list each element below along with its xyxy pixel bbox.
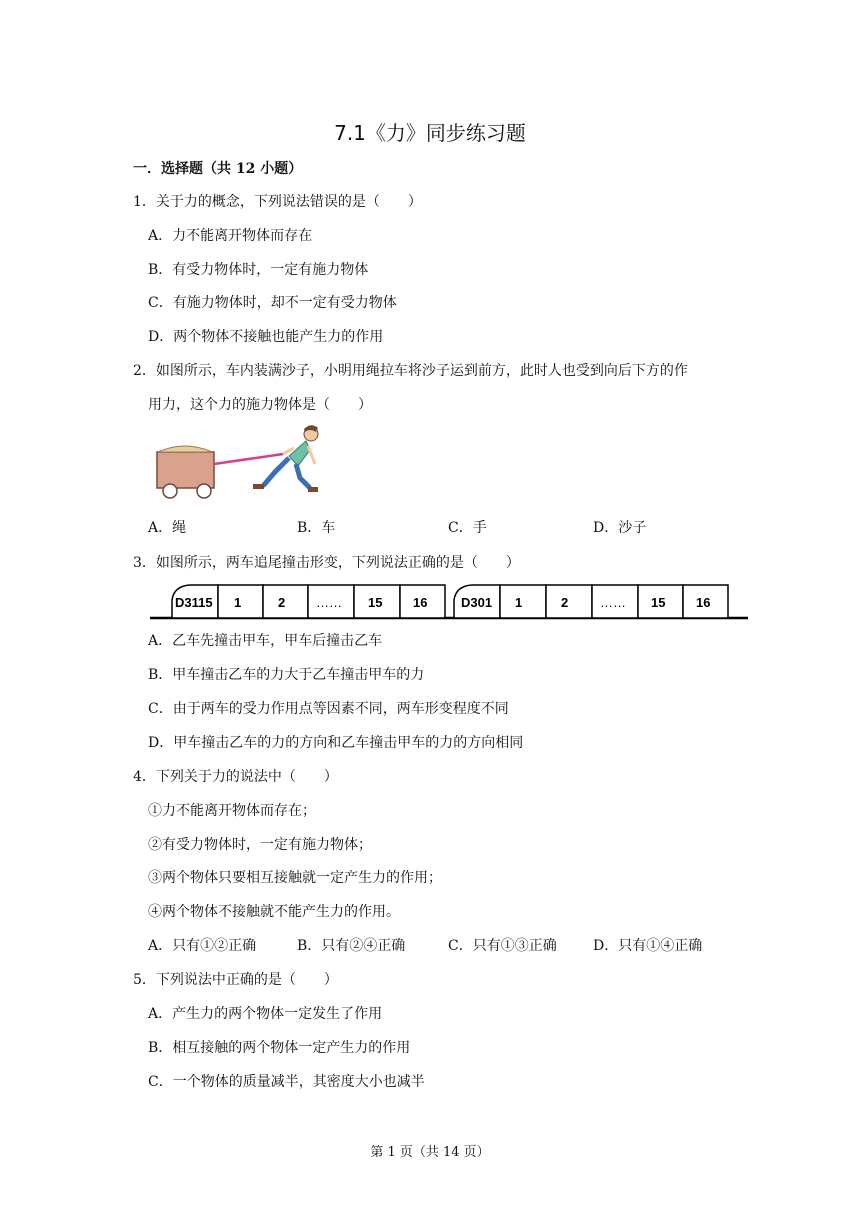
train1-car-ellipsis: …… <box>316 595 342 610</box>
train-collision-illustration <box>150 580 748 625</box>
q3-option-c: C．由于两车的受力作用点等因素不同，两车形变程度不同 <box>148 701 509 717</box>
q4-item-2: ②有受力物体时，一定有施力物体； <box>148 837 372 853</box>
q2-option-a: A．绳 <box>148 520 187 536</box>
question-3-stem: 3．如图所示，两车追尾撞击形变，下列说法正确的是（ ） <box>133 555 520 571</box>
q4-item-4: ④两个物体不接触就不能产生力的作用。 <box>148 904 400 920</box>
q1-option-d: D．两个物体不接触也能产生力的作用 <box>148 329 384 345</box>
q1-option-c: C．有施力物体时，却不一定有受力物体 <box>148 295 397 311</box>
q5-option-b: B．相互接触的两个物体一定产生力的作用 <box>148 1040 411 1056</box>
q4-option-b: B．只有②④正确 <box>297 938 406 954</box>
question-2-stem-line2: 用力，这个力的施力物体是（ ） <box>148 397 372 413</box>
section-heading: 一．选择题（共 12 小题） <box>133 161 303 177</box>
question-4-stem: 4．下列关于力的说法中（ ） <box>133 769 338 785</box>
q1-option-b: B．有受力物体时，一定有施力物体 <box>148 262 369 278</box>
q2-option-c: C．手 <box>448 520 487 536</box>
train2-car-1: 1 <box>515 595 523 610</box>
q4-option-c: C．只有①③正确 <box>448 938 557 954</box>
train1-car-2: 2 <box>278 595 286 610</box>
train2-car-16: 16 <box>696 595 711 610</box>
q2-option-b: B．车 <box>297 520 336 536</box>
question-2-stem-line1: 2．如图所示，车内装满沙子，小明用绳拉车将沙子运到前方，此时人也受到向后下方的作 <box>133 363 688 379</box>
train1-car-16: 16 <box>413 595 428 610</box>
train2-car-2: 2 <box>561 595 569 610</box>
q5-option-a: A．产生力的两个物体一定发生了作用 <box>148 1006 383 1022</box>
q3-option-d: D．甲车撞击乙车的力的方向和乙车撞击甲车的力的方向相同 <box>148 735 524 751</box>
train1-car-1: 1 <box>234 595 242 610</box>
q4-option-a: A．只有①②正确 <box>148 938 257 954</box>
q4-option-d: D．只有①④正确 <box>593 938 703 954</box>
page-title: 7.1《力》同步练习题 <box>334 121 526 145</box>
train2-car-ellipsis: …… <box>600 595 626 610</box>
q3-option-b: B．甲车撞击乙车的力大于乙车撞击甲车的力 <box>148 667 425 683</box>
question-1-stem: 1．关于力的概念，下列说法错误的是（ ） <box>133 194 422 210</box>
question-5-stem: 5．下列说法中正确的是（ ） <box>133 972 338 988</box>
q1-option-a: A．力不能离开物体而存在 <box>148 228 313 244</box>
train2-car-15: 15 <box>651 595 666 610</box>
train1-head-label: D3115 <box>175 595 213 610</box>
train1-car-15: 15 <box>368 595 383 610</box>
q5-option-c: C．一个物体的质量减半，其密度大小也减半 <box>148 1074 425 1090</box>
q4-item-3: ③两个物体只要相互接触就一定产生力的作用； <box>148 870 442 886</box>
q3-option-a: A．乙车先撞击甲车，甲车后撞击乙车 <box>148 633 383 649</box>
train2-head-label: D301 <box>461 595 493 610</box>
page-footer: 第 1 页（共 14 页） <box>370 1145 490 1160</box>
q2-option-d: D．沙子 <box>593 520 647 536</box>
cart-pulling-illustration <box>150 420 330 502</box>
q4-item-1: ①力不能离开物体而存在； <box>148 803 316 819</box>
